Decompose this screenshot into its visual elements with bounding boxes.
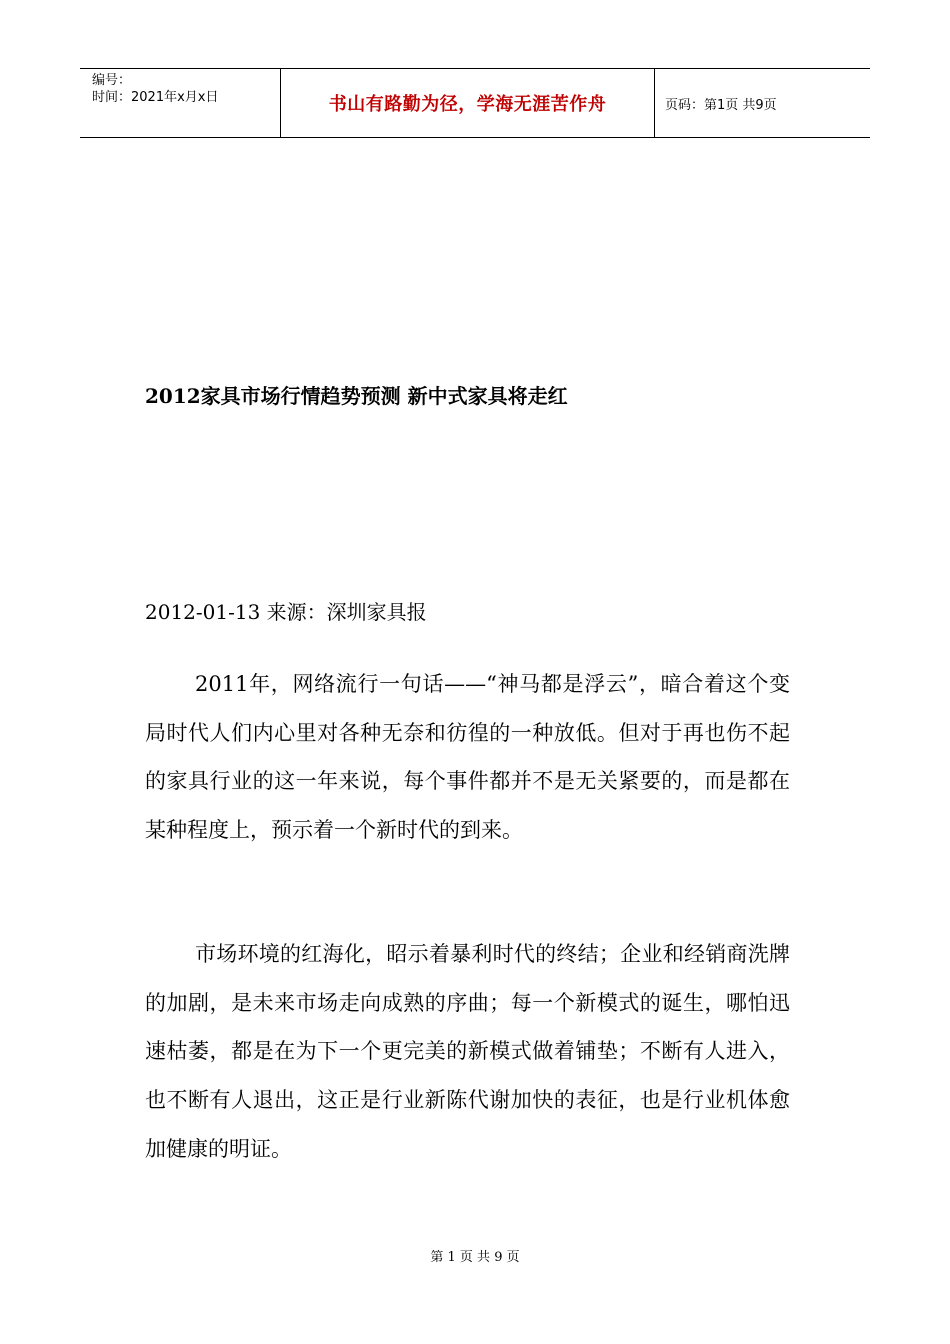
header-info-cell (80, 69, 280, 137)
document-time-label: 时间：2021年x月x日 (92, 90, 219, 105)
article-paragraph: 市场环境的红海化，昭示着暴利时代的终结；企业和经销商洗牌的加剧，是未来市场走向成熟的序曲；每一个新模式的诞生，哪怕迅速枯萎，都是在为下一个更完美的新模式做着铺垫；不断有人进入，也不断有人退出，这正是行业新陈代谢加快的表征，也是行业机体愈加健康的明证。 (145, 942, 790, 1161)
header-page-info: 页码：第1页 共9页 (665, 97, 777, 113)
header-motto: 书山有路勤为径，学海无涯苦作舟 (280, 69, 655, 137)
article-meta: 2012-01-13 来源：深圳家具报 (145, 600, 427, 624)
article-paragraph: 2011年，网络流行一句话——“神马都是浮云”，暗合着这个变局时代人们内心里对各种无奈和彷徨的一种放低。但对于再也伤不起的家具行业的这一年来说，每个事件都并不是无关紧要的，而是都在某种程度上，预示着一个新时代的到来。 (145, 672, 790, 843)
article-title: 2012家具市场行情趋势预测 新中式家具将走红 (145, 384, 568, 408)
document-number-label: 编号： (92, 73, 132, 88)
page-header (80, 68, 870, 138)
page-footer: 第 1 页 共 9 页 (430, 1250, 520, 1265)
